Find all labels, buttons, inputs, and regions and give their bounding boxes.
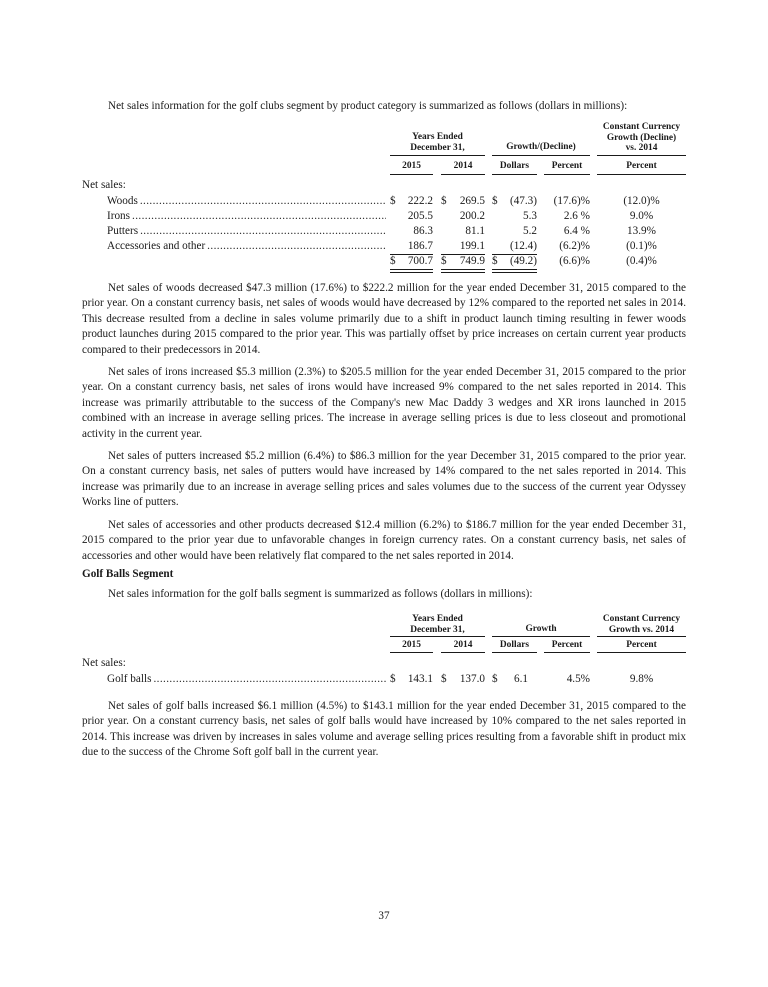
putters-paragraph — [82, 449, 686, 511]
clubs-intro-text: Net sales information for the golf clubs segment by product category is summarized as follows (dollars in millions): — [108, 100, 628, 112]
header-cc-line1: Constant Currency — [602, 122, 681, 132]
currency-symbol: $ — [492, 255, 498, 267]
col-header-dollars: Dollars — [499, 640, 530, 650]
currency-symbol: $ — [492, 195, 498, 207]
header-rule — [390, 636, 485, 637]
header-years-ended-line1: Years Ended — [412, 614, 463, 624]
currency-symbol: $ — [390, 195, 396, 207]
row-label-text: Irons — [107, 210, 130, 222]
header-constant-currency — [597, 122, 686, 154]
cell-dollars: 5.2 — [523, 225, 537, 237]
header-constant-currency — [597, 614, 686, 635]
total-double-rule — [441, 269, 485, 273]
header-cc-line1: Constant Currency — [602, 614, 681, 624]
irons-paragraph — [82, 365, 686, 442]
header-rule — [597, 155, 686, 156]
col-header-2015: 2015 — [402, 640, 421, 650]
paragraph-text: Net sales of golf balls increased $6.1 million (4.5%) to $143.1 million for the year ended December 31, 2015 compared to the prior year. On a constant currency basis, net sales of golf balls would have increased by 10% compared to the net sales reported in 2014. This increase was driven by increases in sales volume and average selling prices resulting from a favorable shift in product mix due to the success of the Chrome Soft golf ball in the current year. — [82, 700, 686, 759]
cell-dollars: (12.4) — [509, 240, 537, 252]
col-header-percent: Percent — [551, 161, 583, 171]
currency-symbol: $ — [492, 673, 498, 685]
value: (49.2) — [509, 255, 537, 267]
value: 137.0 — [459, 673, 485, 685]
paragraph-text: Net sales of irons increased $5.3 million (2.3%) to $205.5 million for the year ended December 31, 2015 compared to the prior year. On a constant currency basis, net sales of irons would have increased 9% compared to the net sales reported in 2014. This increase was primarily attributable to the success of the Company's new Mac Daddy 3 wedges and XR irons launched in 2015 combined with an increase in average selling prices. The increase in average selling prices is due to less closeout and promotional activity in the current year. — [82, 366, 686, 440]
value: 6.1 — [514, 673, 528, 685]
page-number: 37 — [378, 910, 390, 922]
cell-2014: 200.2 — [459, 210, 485, 222]
woods-paragraph — [82, 281, 686, 358]
total-percent: (6.6)% — [559, 255, 590, 267]
cell-percent: (17.6)% — [553, 195, 590, 207]
net-sales-label: Net sales: — [82, 657, 126, 669]
col-header-2014: 2014 — [453, 640, 473, 650]
value: 143.1 — [407, 673, 433, 685]
golf-balls-paragraph — [82, 699, 686, 761]
header-years-ended-line2: December 31, — [410, 624, 465, 635]
cell-2015: 86.3 — [413, 225, 433, 237]
cell-cc-percent: 13.9% — [627, 225, 656, 237]
net-sales-label: Net sales: — [82, 179, 126, 191]
value: 269.5 — [459, 195, 485, 207]
currency-symbol: $ — [390, 673, 396, 685]
paragraph-text: Net sales of woods decreased $47.3 million (17.6%) to $222.2 million for the year ended December 31, 2015 compared to the prior year. On a constant currency basis, net sales of woods would have decreased by 12% compared to the reported net sales in 2014. This decrease resulted from a decline in sales volume primarily due to a shift in product launch timing resulting in fewer woods product launches during 2015 compared to the prior year. This was partially offset by price increases on certain current year products compared to their predecessors in 2014. — [82, 282, 686, 356]
col-header-percent: Percent — [551, 640, 583, 650]
cell-cc-percent: 9.0% — [629, 210, 654, 222]
row-label-text: Accessories and other — [107, 240, 206, 252]
header-rule — [492, 636, 590, 637]
header-years-ended-line2: December 31, — [410, 142, 465, 153]
cell-2014: 199.1 — [459, 240, 485, 252]
cell-2014 — [441, 194, 485, 209]
col-rule — [492, 174, 537, 175]
currency-symbol: $ — [441, 195, 447, 207]
col-rule — [492, 652, 537, 653]
cell-dollars — [492, 672, 528, 687]
header-rule — [597, 636, 686, 637]
row-label-golf-balls — [107, 672, 386, 687]
header-cc-line2: Growth (Decline) — [606, 132, 677, 143]
header-cc-line3: vs. 2014 — [625, 143, 658, 154]
value: (47.3) — [509, 195, 537, 207]
header-cc-line2: Growth vs. 2014 — [608, 624, 675, 635]
cell-percent: 4.5% — [566, 673, 590, 685]
col-rule — [441, 652, 485, 653]
total-cc-percent: (0.4)% — [626, 255, 657, 267]
total-double-rule — [390, 269, 433, 273]
total-double-rule — [492, 269, 537, 273]
cell-2015 — [390, 194, 433, 209]
col-header-dollars: Dollars — [499, 161, 530, 171]
row-label-text: Golf balls — [107, 673, 152, 685]
paragraph-text: Net sales of accessories and other products decreased $12.4 million (6.2%) to $186.7 million for the year ended December 31, 2015 compared to the prior year due to unfavorable changes in foreign currency rates. On a constant currency basis, net sales of accessories and other would have been relatively flat compared to the net sales reported in 2014. — [82, 519, 686, 562]
header-rule — [390, 155, 485, 156]
cell-2014 — [441, 672, 485, 687]
total-2014 — [441, 254, 485, 269]
value: 222.2 — [407, 195, 433, 207]
cell-2015: 205.5 — [407, 210, 433, 222]
golf-balls-heading: Golf Balls Segment — [82, 568, 174, 580]
row-label-text: Putters — [107, 225, 139, 237]
row-label-accessories — [107, 239, 386, 254]
header-years-ended — [390, 132, 485, 153]
row-label-text: Woods — [107, 195, 138, 207]
col-header-cc-percent: Percent — [626, 640, 657, 650]
header-years-ended-line1: Years Ended — [412, 132, 463, 142]
cell-2015: 186.7 — [407, 240, 433, 252]
cell-dollars: 5.3 — [523, 210, 537, 222]
value: 700.7 — [407, 255, 433, 267]
cell-percent: 6.4 % — [563, 225, 590, 237]
cell-percent: 2.6 % — [563, 210, 590, 222]
currency-symbol: $ — [441, 673, 447, 685]
currency-symbol: $ — [441, 255, 447, 267]
col-rule — [544, 652, 590, 653]
cell-cc-percent: (12.0)% — [623, 195, 660, 207]
cell-2015 — [390, 672, 433, 687]
row-label-irons — [107, 209, 386, 224]
col-rule — [544, 174, 590, 175]
col-header-2014: 2014 — [453, 161, 473, 171]
col-header-2015: 2015 — [402, 161, 421, 171]
header-years-ended — [390, 614, 485, 635]
col-rule — [597, 652, 686, 653]
paragraph-text: Net sales of putters increased $5.2 million (6.4%) to $86.3 million for the year December 31, 2015 compared to the prior year. On a constant currency basis, net sales of putters would have increased by 14% compared to the net sales reported in 2014. This increase was primarily due to an increase in average selling prices and sales volumes due to the success of the current year Odyssey Works line of putters. — [82, 450, 686, 509]
row-label-putters — [107, 224, 386, 239]
header-rule — [492, 155, 590, 156]
cell-percent: (6.2)% — [559, 240, 590, 252]
col-rule — [597, 174, 686, 175]
cell-2014: 81.1 — [465, 225, 485, 237]
value: 749.9 — [459, 255, 485, 267]
cell-cc-percent: (0.1)% — [626, 240, 657, 252]
col-header-cc-percent: Percent — [626, 161, 657, 171]
header-growth: Growth — [525, 624, 557, 634]
cell-cc-percent: 9.8% — [629, 673, 654, 685]
balls-intro-text: Net sales information for the golf balls segment is summarized as follows (dollars in millions): — [108, 588, 533, 600]
col-rule — [390, 652, 433, 653]
col-rule — [441, 174, 485, 175]
total-dollars — [492, 254, 537, 269]
col-rule — [390, 174, 433, 175]
total-2015 — [390, 254, 433, 269]
header-growth-decline: Growth/(Decline) — [506, 142, 576, 152]
row-label-woods — [107, 194, 386, 209]
cell-dollars — [492, 194, 537, 209]
currency-symbol: $ — [390, 255, 396, 267]
accessories-paragraph — [82, 518, 686, 564]
